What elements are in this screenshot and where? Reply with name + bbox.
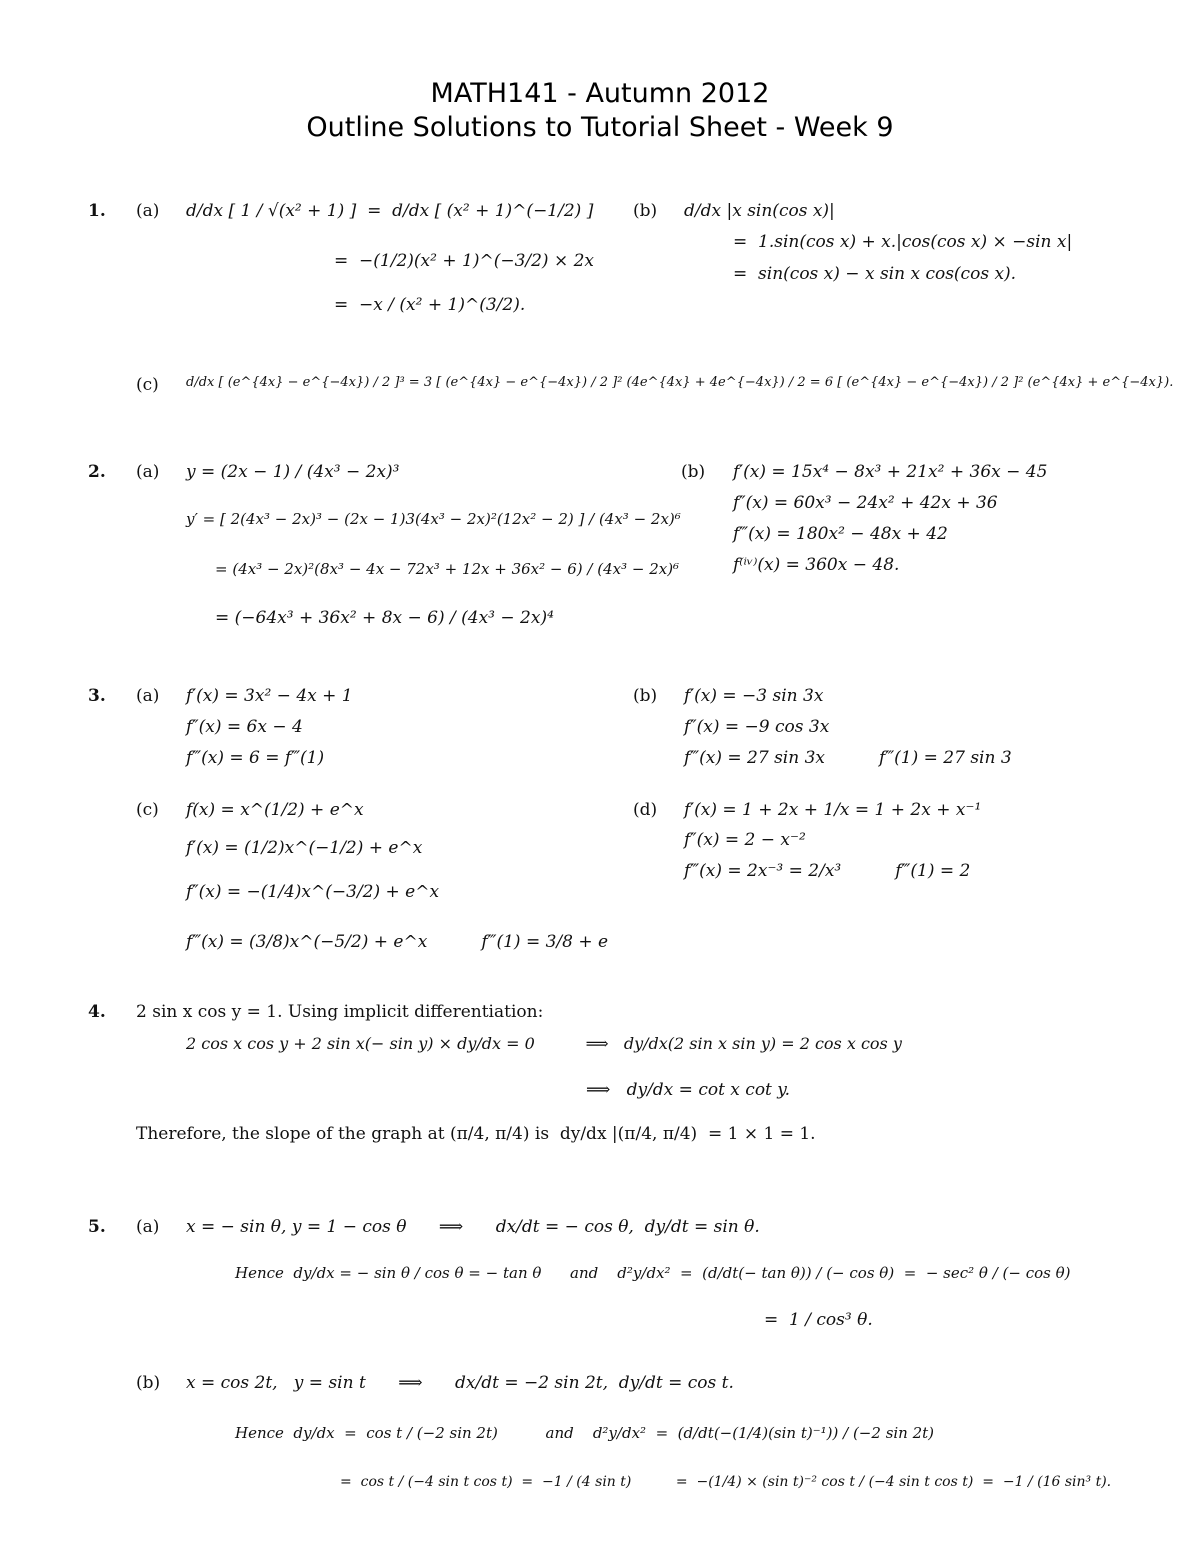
q1c-line-1: d/dx [ (e^{4x} − e^{−4x}) / 2 ]³ = 3 [ (e^{4x} − e^{−4x}) / 2 ]² (4e^{4x} + 4e^{−4x}) / 2 = 6 [ (e^{4x} − e^{−4x}) / 2 ]² (e^{4x} + e^{−4x}). <box>186 375 1174 390</box>
q3b-line-2: f″(x) = −9 cos 3x <box>684 717 830 737</box>
q2-part-a-label: (a) <box>136 462 160 482</box>
q5a-line-2: Hence dy/dx = − sin θ / cos θ = − tan θ and d²y/dx² = (d/dt(− tan θ)) / (− cos θ) = − sec² θ / (− cos θ) <box>235 1264 1071 1282</box>
q4-line-4: Therefore, the slope of the graph at (π/4, π/4) is dy/dx |(π/4, π/4) = 1 × 1 = 1. <box>136 1124 816 1144</box>
q3-part-c-label: (c) <box>136 800 159 820</box>
q3a-line-1: f′(x) = 3x² − 4x + 1 <box>186 686 353 706</box>
q5-part-a-label: (a) <box>136 1217 160 1237</box>
q1-part-b-label: (b) <box>633 201 658 221</box>
q3d-line-2: f″(x) = 2 − x⁻² <box>684 830 806 850</box>
q3d-line-3: f‴(x) = 2x⁻³ = 2/x³ f‴(1) = 2 <box>684 861 971 881</box>
q3b-line-3: f‴(x) = 27 sin 3x f‴(1) = 27 sin 3 <box>684 748 1012 768</box>
page-subtitle: Outline Solutions to Tutorial Sheet - Week 9 <box>306 112 894 143</box>
q1-part-a-label: (a) <box>136 201 160 221</box>
question-number-5: 5. <box>88 1217 106 1237</box>
question-number-4: 4. <box>88 1002 106 1022</box>
q2a-line-1: y = (2x − 1) / (4x³ − 2x)³ <box>186 462 400 482</box>
q1-part-c-label: (c) <box>136 375 159 395</box>
q2b-line-3: f‴(x) = 180x² − 48x + 42 <box>733 524 948 544</box>
question-number-1: 1. <box>88 201 106 221</box>
q1b-line-1: d/dx |x sin(cos x)| <box>684 201 835 221</box>
q3c-line-4: f‴(x) = (3/8)x^(−5/2) + e^x f‴(1) = 3/8 + e <box>186 932 609 952</box>
q2b-line-4: f⁽ⁱᵛ⁾(x) = 360x − 48. <box>733 555 900 575</box>
q5a-line-1: x = − sin θ, y = 1 − cos θ ⟹ dx/dt = − cos θ, dy/dt = sin θ. <box>186 1217 760 1237</box>
q1b-line-2: = 1.sin(cos x) + x.|cos(cos x) × −sin x| <box>733 232 1073 252</box>
q3a-line-2: f″(x) = 6x − 4 <box>186 717 303 737</box>
q2b-line-2: f″(x) = 60x³ − 24x² + 42x + 36 <box>733 493 998 513</box>
q3d-line-1: f′(x) = 1 + 2x + 1/x = 1 + 2x + x⁻¹ <box>684 800 982 820</box>
q2-part-b-label: (b) <box>681 462 706 482</box>
question-number-3: 3. <box>88 686 106 706</box>
q2a-line-2: y′ = [ 2(4x³ − 2x)³ − (2x − 1)3(4x³ − 2x)²(12x² − 2) ] / (4x³ − 2x)⁶ <box>186 510 681 528</box>
q1b-line-3: = sin(cos x) − x sin x cos(cos x). <box>733 264 1017 284</box>
q3-part-b-label: (b) <box>633 686 658 706</box>
q1a-line-3: = −x / (x² + 1)^(3/2). <box>334 295 526 315</box>
q5b-line-2: Hence dy/dx = cos t / (−2 sin 2t) and d²y/dx² = (d/dt(−(1/4)(sin t)⁻¹)) / (−2 sin 2t) <box>235 1424 935 1442</box>
q4-line-3: ⟹ dy/dx = cot x cot y. <box>586 1080 791 1100</box>
question-number-2: 2. <box>88 462 106 482</box>
q2b-line-1: f′(x) = 15x⁴ − 8x³ + 21x² + 36x − 45 <box>733 462 1048 482</box>
q3c-line-3: f″(x) = −(1/4)x^(−3/2) + e^x <box>186 882 440 902</box>
q4-line-1: 2 sin x cos y = 1. Using implicit differentiation: <box>136 1002 544 1022</box>
q4-line-2: 2 cos x cos y + 2 sin x(− sin y) × dy/dx = 0 ⟹ dy/dx(2 sin x sin y) = 2 cos x cos y <box>186 1034 902 1053</box>
q5b-line-3: = cos t / (−4 sin t cos t) = −1 / (4 sin t) = −(1/4) × (sin t)⁻² cos t / (−4 sin t cos t) = −1 / (16 sin³ t). <box>340 1474 1112 1490</box>
q3-part-d-label: (d) <box>633 800 658 820</box>
page-title: MATH141 - Autumn 2012 <box>430 78 770 109</box>
q2a-line-3: = (4x³ − 2x)²(8x³ − 4x − 72x³ + 12x + 36x² − 6) / (4x³ − 2x)⁶ <box>215 560 680 578</box>
q5b-line-1: x = cos 2t, y = sin t ⟹ dx/dt = −2 sin 2t, dy/dt = cos t. <box>186 1373 734 1393</box>
q2a-line-4: = (−64x³ + 36x² + 8x − 6) / (4x³ − 2x)⁴ <box>215 608 554 628</box>
q3b-line-1: f′(x) = −3 sin 3x <box>684 686 824 706</box>
q1a-line-2: = −(1/2)(x² + 1)^(−3/2) × 2x <box>334 251 595 271</box>
q3c-line-2: f′(x) = (1/2)x^(−1/2) + e^x <box>186 838 423 858</box>
q3-part-a-label: (a) <box>136 686 160 706</box>
q1a-line-1: d/dx [ 1 / √(x² + 1) ] = d/dx [ (x² + 1)^(−1/2) ] <box>186 201 594 221</box>
q3a-line-3: f‴(x) = 6 = f‴(1) <box>186 748 325 768</box>
q5a-line-3: = 1 / cos³ θ. <box>764 1310 873 1330</box>
q3c-line-1: f(x) = x^(1/2) + e^x <box>186 800 364 820</box>
q5-part-b-label: (b) <box>136 1373 161 1393</box>
